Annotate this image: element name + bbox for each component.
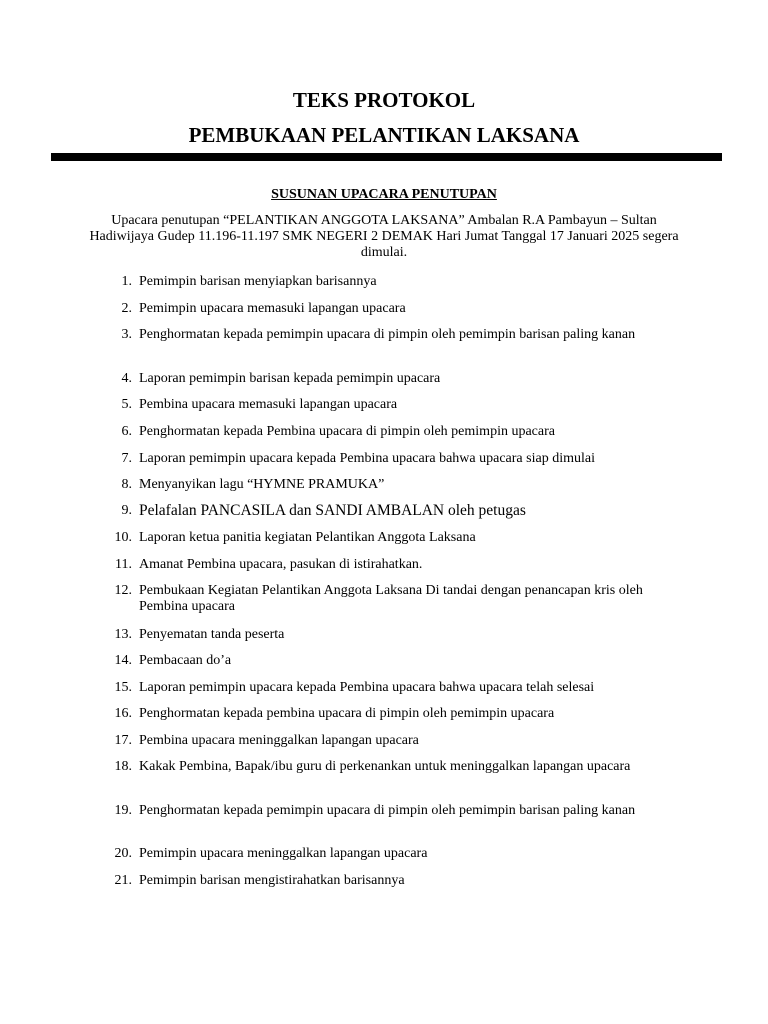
list-item-number: 6. <box>121 424 132 439</box>
list-item-number: 17. <box>114 733 132 748</box>
list-item-text: Menyanyikan lagu “HYMNE PRAMUKA” <box>139 477 385 492</box>
list-item-number: 8. <box>121 477 132 492</box>
list-item-number: 7. <box>121 451 132 466</box>
list-item-number: 4. <box>121 371 132 386</box>
list-item-text: Penghormatan kepada Pembina upacara di pimpin oleh pemimpin upacara <box>139 424 555 439</box>
list-item-text: Penghormatan kepada pembina upacara di pimpin oleh pemimpin upacara <box>139 706 555 721</box>
list-item-text: Laporan pemimpin barisan kepada pemimpin upacara <box>139 371 441 386</box>
list-item-number: 14. <box>114 653 132 668</box>
list-item-text: Laporan pemimpin upacara kepada Pembina upacara bahwa upacara siap dimulai <box>139 451 595 466</box>
document-subtitle: PEMBUKAAN PELANTIKAN LAKSANA <box>188 123 580 147</box>
section-heading: SUSUNAN UPACARA PENUTUPAN <box>271 187 497 202</box>
list-item-number: 12. <box>114 583 132 598</box>
list-item-text: Laporan pemimpin upacara kepada Pembina upacara bahwa upacara telah selesai <box>139 680 595 695</box>
list-item-number: 19. <box>114 803 132 818</box>
list-item-number: 11. <box>115 557 132 572</box>
list-item-number: 3. <box>121 327 132 342</box>
list-item-number: 13. <box>114 627 132 642</box>
list-item-text: Pembina upacara memasuki lapangan upacara <box>139 397 398 412</box>
list-item-text: Pemimpin barisan menyiapkan barisannya <box>139 274 377 289</box>
list-item-text: Pembina upacara meninggalkan lapangan upacara <box>139 733 419 748</box>
list-item-number: 5. <box>121 397 132 412</box>
list-item-text: Laporan ketua panitia kegiatan Pelantikan Anggota Laksana <box>139 530 476 545</box>
list-item-text: Kakak Pembina, Bapak/ibu guru di perkenankan untuk meninggalkan lapangan upacara <box>139 759 631 774</box>
list-item-number: 10. <box>114 530 132 545</box>
list-item-text: Pemimpin upacara memasuki lapangan upacara <box>139 301 406 316</box>
intro-paragraph: Upacara penutupan “PELANTIKAN ANGGOTA LAKSANA” Ambalan R.A Pambayun – Sultan Hadiwijaya Gudep 11.196-11.197 SMK NEGERI 2 DEMAK Hari Jumat Tanggal 17 Januari 2025 segera dimulai. <box>89 213 679 260</box>
list-item-number: 1. <box>121 274 132 289</box>
list-item-text: Penghormatan kepada pemimpin upacara di pimpin oleh pemimpin barisan paling kanan <box>139 803 636 818</box>
document-title: TEKS PROTOKOL <box>292 88 476 112</box>
list-item-text: Pemimpin upacara meninggalkan lapangan upacara <box>139 846 428 861</box>
list-item-number: 9. <box>121 503 132 518</box>
list-item-text: Pembukaan Kegiatan Pelantikan Anggota Laksana Di tandai dengan penancapan kris oleh Pembina upacara <box>139 583 643 614</box>
title-divider <box>51 153 722 161</box>
list-item-number: 21. <box>114 873 132 888</box>
list-item-number: 2. <box>121 301 132 316</box>
list-item-number: 16. <box>114 706 132 721</box>
list-item-text: Penyematan tanda peserta <box>139 627 285 642</box>
list-item-text: Penghormatan kepada pemimpin upacara di pimpin oleh pemimpin barisan paling kanan <box>139 327 636 342</box>
list-item-number: 20. <box>114 846 132 861</box>
list-item-text: Pemimpin barisan mengistirahatkan barisannya <box>139 873 405 888</box>
list-item-text: Pelafalan PANCASILA dan SANDI AMBALAN oleh petugas <box>139 502 526 519</box>
list-item-text: Pembacaan do’a <box>139 653 232 668</box>
list-item-text: Amanat Pembina upacara, pasukan di istirahatkan. <box>139 557 423 572</box>
list-item-number: 15. <box>114 680 132 695</box>
list-item-number: 18. <box>114 759 132 774</box>
